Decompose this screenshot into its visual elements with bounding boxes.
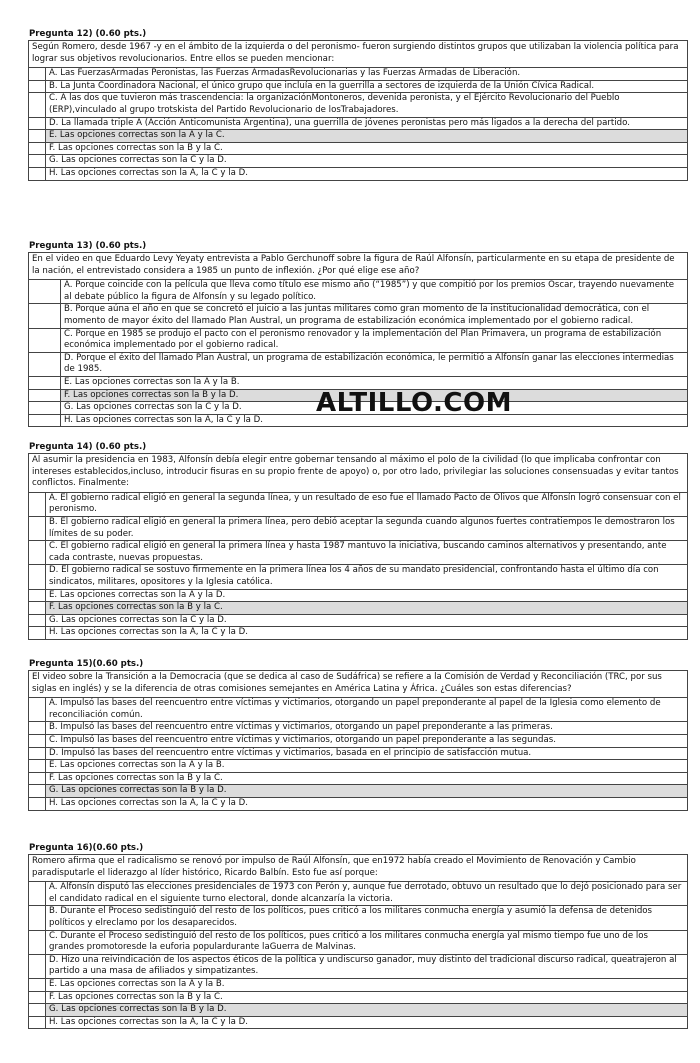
watermark-altillo: ALTILLO.COM <box>316 388 512 418</box>
option-f[interactable]: F. Las opciones correctas son la B y la C. <box>29 992 687 1005</box>
question-14 <box>28 441 688 640</box>
option-b[interactable]: B. Durante el Proceso sedistinguió del resto de los políticos, pues criticó a los militares conmucha energía y asumió la defensa de detenidos políticos y elreclamo por los desaparecidos. <box>29 906 687 930</box>
option-e[interactable]: E. Las opciones correctas son la A y la C. <box>29 130 687 143</box>
question-stem: Al asumir la presidencia en 1983, Alfonsín debía elegir entre gobernar tensando al máximo el polo de la civilidad (lo que implicaba confrontar con intereses establecidos,incluso, introducir fisuras en su propio frente de apoyo) o, por otro lado, privilegiar las soluciones consensuadas y evitar tantos conflictos. Finalmente: <box>29 454 687 493</box>
option-f[interactable]: F. Las opciones correctas son la B y la D. <box>29 390 687 403</box>
option-d[interactable]: D. La llamada triple A (Acción Anticomunista Argentina), una guerrilla de jóvenes peronistas pero más ligados a la derecha del partido. <box>29 118 687 131</box>
option-d[interactable]: D. Porque el éxito del llamado Plan Austral, un programa de estabilización económica, le permitió a Alfonsín ganar las elecciones intermedias de 1985. <box>29 353 687 377</box>
option-g[interactable]: G. Las opciones correctas son la B y la D. <box>29 785 687 798</box>
option-h[interactable]: H. Las opciones correctas son la A, la C y la D. <box>29 168 687 180</box>
question-box <box>28 453 688 640</box>
option-g[interactable]: G. Las opciones correctas son la C y la D. <box>29 615 687 628</box>
question-12 <box>28 28 688 181</box>
option-e[interactable]: E. Las opciones correctas son la A y la B. <box>29 760 687 773</box>
option-h[interactable]: H. Las opciones correctas son la A, la C y la D. <box>29 798 687 810</box>
option-c[interactable]: C. Impulsó las bases del reencuentro entre víctimas y victimarios, otorgando un papel preponderante a las segundas. <box>29 735 687 748</box>
option-f[interactable]: F. Las opciones correctas son la B y la C. <box>29 602 687 615</box>
question-box <box>28 854 688 1029</box>
option-h[interactable]: H. Las opciones correctas son la A, la C y la D. <box>29 1017 687 1029</box>
option-h[interactable]: H. Las opciones correctas son la A, la C y la D. <box>29 415 687 427</box>
question-15 <box>28 658 688 811</box>
option-h[interactable]: H. Las opciones correctas son la A, la C y la D. <box>29 627 687 639</box>
option-d[interactable]: D. Hizo una reivindicación de los aspectos éticos de la política y undiscurso ganador, muy distinto del tradicional discurso radical, queatrajeron al partido a una masa de afiliados y simpatizantes. <box>29 955 687 979</box>
question-title: Pregunta 14) (0.60 pts.) <box>29 442 147 452</box>
option-c[interactable]: C. Durante el Proceso sedistinguió del resto de los políticos, pues criticó a los militares conmucha energía yal mismo tiempo fue uno de los grandes promotoresde la euforia populardurante laGuerra de Malvinas. <box>29 931 687 955</box>
option-a[interactable]: A. Alfonsín disputó las elecciones presidenciales de 1973 con Perón y, aunque fue derrotado, obtuvo un resultado que lo dejó posicionado para ser el candidato radical en el siguiente turno electoral, donde alcanzaría la victoria. <box>29 882 687 906</box>
option-e[interactable]: E. Las opciones correctas son la A y la B. <box>29 377 687 390</box>
question-title: Pregunta 16)(0.60 pts.) <box>29 843 144 853</box>
option-d[interactable]: D. Impulsó las bases del reencuentro entre víctimas y victimarios, basada en el principio de satisfacción mutua. <box>29 748 687 761</box>
option-a[interactable]: A. Porque coincide con la película que lleva como título ese mismo año (“1985”) y que compitió por los premios Oscar, trayendo nuevamente al debate público la figura de Alfonsín y su legado político. <box>29 280 687 304</box>
question-stem: Romero afirma que el radicalismo se renovó por impulso de Raúl Alfonsín, que en1972 había creado el Movimiento de Renovación y Cambio paradisputarle el liderazgo al líder histórico, Ricardo Balbín. Esto fue así porque: <box>29 855 687 882</box>
question-stem: En el video en que Eduardo Levy Yeyaty entrevista a Pablo Gerchunoff sobre la figura de Raúl Alfonsín, particularmente en su etapa de presidente de la nación, el entrevistado considera a 1985 un punto de inflexión. ¿Por qué elige ese año? <box>29 253 687 280</box>
option-d[interactable]: D. El gobierno radical se sostuvo firmemente en la primera línea los 4 años de su mandato presidencial, confrontando hasta el último día con sindicatos, militares, opositores y la Iglesia católica. <box>29 565 687 589</box>
option-a[interactable]: A. Impulsó las bases del reencuentro entre víctimas y victimarios, otorgando un papel preponderante al papel de la Iglesia como elemento de reconciliación común. <box>29 698 687 722</box>
option-g[interactable]: G. Las opciones correctas son la C y la D. <box>29 155 687 168</box>
option-e[interactable]: E. Las opciones correctas son la A y la B. <box>29 979 687 992</box>
option-g[interactable]: G. Las opciones correctas son la C y la D. <box>29 402 687 415</box>
question-title: Pregunta 12) (0.60 pts.) <box>29 29 147 39</box>
option-f[interactable]: F. Las opciones correctas son la B y la C. <box>29 773 687 786</box>
question-stem: Según Romero, desde 1967 -y en el ámbito de la izquierda o del peronismo- fueron surgiendo distintos grupos que utilizaban la violencia política para lograr sus objetivos revolucionarios. Entre ellos se pueden mencionar: <box>29 41 687 68</box>
question-title: Pregunta 13) (0.60 pts.) <box>29 241 147 251</box>
question-box <box>28 40 688 181</box>
option-b[interactable]: B. Impulsó las bases del reencuentro entre víctimas y victimarios, otorgando un papel preponderante a las primeras. <box>29 722 687 735</box>
option-f[interactable]: F. Las opciones correctas son la B y la C. <box>29 143 687 156</box>
option-b[interactable]: B. La Junta Coordinadora Nacional, el único grupo que incluía en la guerrilla a sectores de izquierda de la Unión Cívica Radical. <box>29 81 687 94</box>
question-title: Pregunta 15)(0.60 pts.) <box>29 659 144 669</box>
option-b[interactable]: B. El gobierno radical eligió en general la primera línea, pero debió aceptar la segunda cuando algunos fuertes contratiempos le demostraron los límites de su poder. <box>29 517 687 541</box>
question-stem: El video sobre la Transición a la Democracia (que se dedica al caso de Sudáfrica) se refiere a la Comisión de Verdad y Reconciliación (TRC, por sus siglas en inglés) y se la diferencia de otras comisiones semejantes en América Latina y África. ¿Cuáles son estas diferencias? <box>29 671 687 698</box>
option-c[interactable]: C. Porque en 1985 se produjo el pacto con el peronismo renovador y la implementación del Plan Primavera, un programa de estabilización económica implementado por el gobierno radical. <box>29 329 687 353</box>
option-g[interactable]: G. Las opciones correctas son la B y la D. <box>29 1004 687 1017</box>
question-box <box>28 670 688 811</box>
option-a[interactable]: A. Las FuerzasArmadas Peronistas, las Fuerzas ArmadasRevolucionarias y las Fuerzas Armadas de Liberación. <box>29 68 687 81</box>
option-c[interactable]: C. El gobierno radical eligió en general la primera línea y hasta 1987 mantuvo la iniciativa, buscando caminos alternativos y presentando, ante cada contraste, nuevas propuestas. <box>29 541 687 565</box>
question-16 <box>28 842 688 1029</box>
option-a[interactable]: A. El gobierno radical eligió en general la segunda línea, y un resultado de eso fue el llamado Pacto de Olivos que Alfonsín logró consensuar con el peronismo. <box>29 493 687 517</box>
option-c[interactable]: C. A las dos que tuvieron más trascendencia: la organizaciónMontoneros, devenida peronista, y el Ejército Revolucionario del Pueblo (ERP),vinculado al grupo trotskista del Partido Revolucionario de losTrabajadores. <box>29 93 687 117</box>
option-b[interactable]: B. Porque aúna el año en que se concretó el juicio a las juntas militares como gran momento de la institucionalidad democrática, con el momento de mayor éxito del llamado Plan Austral, un programa de estabilización económica implementado por el gobierno radical. <box>29 304 687 328</box>
option-e[interactable]: E. Las opciones correctas son la A y la D. <box>29 590 687 603</box>
